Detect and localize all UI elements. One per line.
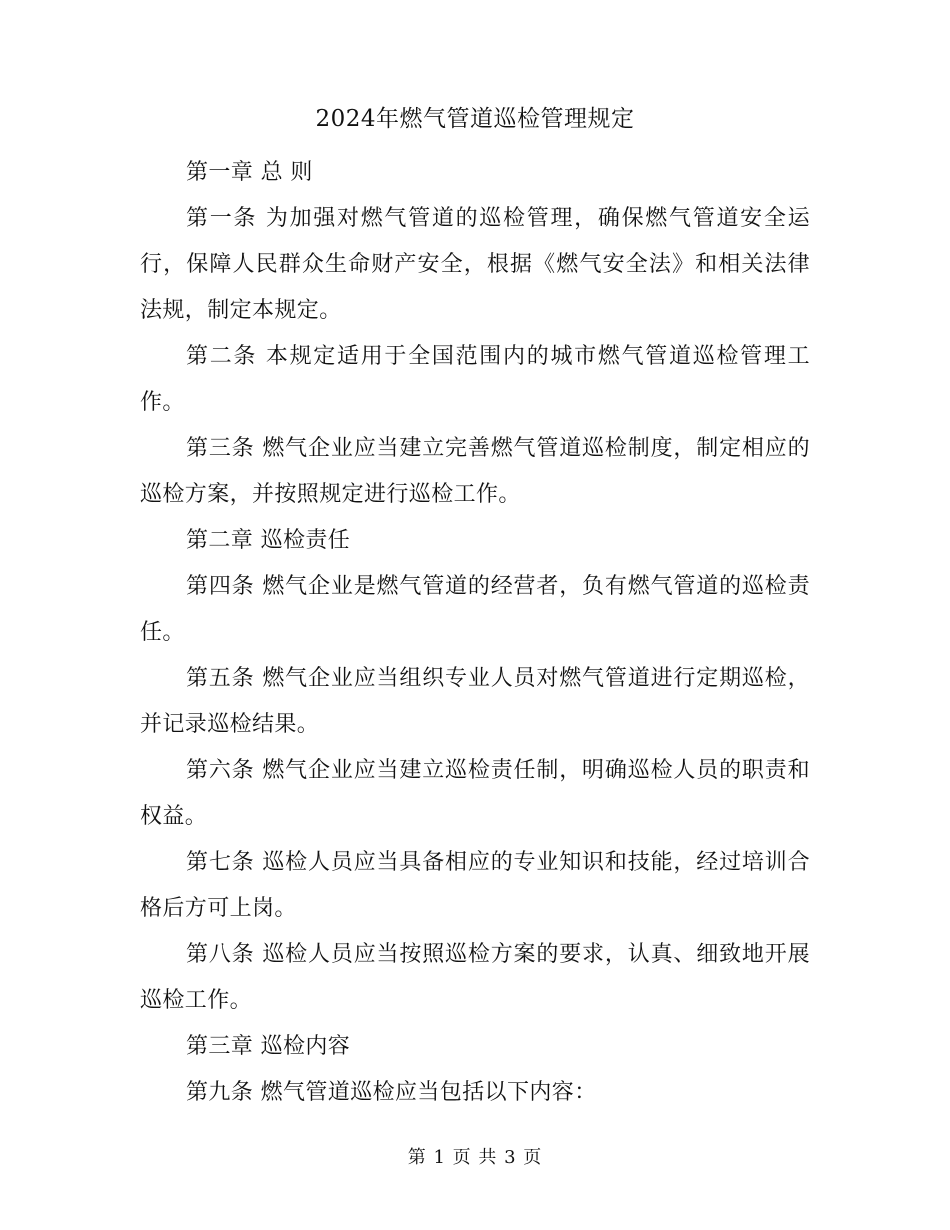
document-body [140, 150, 810, 1116]
article-paragraph: 第六条 燃气企业应当建立巡检责任制，明确巡检人员的职责和权益。 [140, 758, 810, 829]
article-paragraph: 第二条 本规定适用于全国范围内的城市燃气管道巡检管理工作。 [140, 344, 810, 415]
page-footer: 第 1 页 共 3 页 [407, 1147, 543, 1168]
article-paragraph: 第一条 为加强对燃气管道的巡检管理，确保燃气管道安全运行，保障人民群众生命财产安全，根据《燃气安全法》和相关法律法规，制定本规定。 [140, 206, 810, 323]
document-title: 2024年燃气管道巡检管理规定 [315, 106, 635, 132]
chapter-heading: 第一章 总 则 [186, 160, 313, 185]
article-paragraph: 第七条 巡检人员应当具备相应的专业知识和技能，经过培训合格后方可上岗。 [140, 850, 810, 921]
chapter-heading: 第三章 巡检内容 [186, 1034, 351, 1059]
article-paragraph: 第三条 燃气企业应当建立完善燃气管道巡检制度，制定相应的巡检方案，并按照规定进行巡检工作。 [140, 436, 810, 507]
article-paragraph: 第八条 巡检人员应当按照巡检方案的要求，认真、细致地开展巡检工作。 [140, 942, 810, 1013]
article-paragraph: 第五条 燃气企业应当组织专业人员对燃气管道进行定期巡检，并记录巡检结果。 [140, 666, 810, 737]
chapter-heading: 第二章 巡检责任 [186, 528, 351, 553]
article-paragraph: 第九条 燃气管道巡检应当包括以下内容： [186, 1080, 597, 1105]
article-paragraph: 第四条 燃气企业是燃气管道的经营者，负有燃气管道的巡检责任。 [140, 574, 810, 645]
